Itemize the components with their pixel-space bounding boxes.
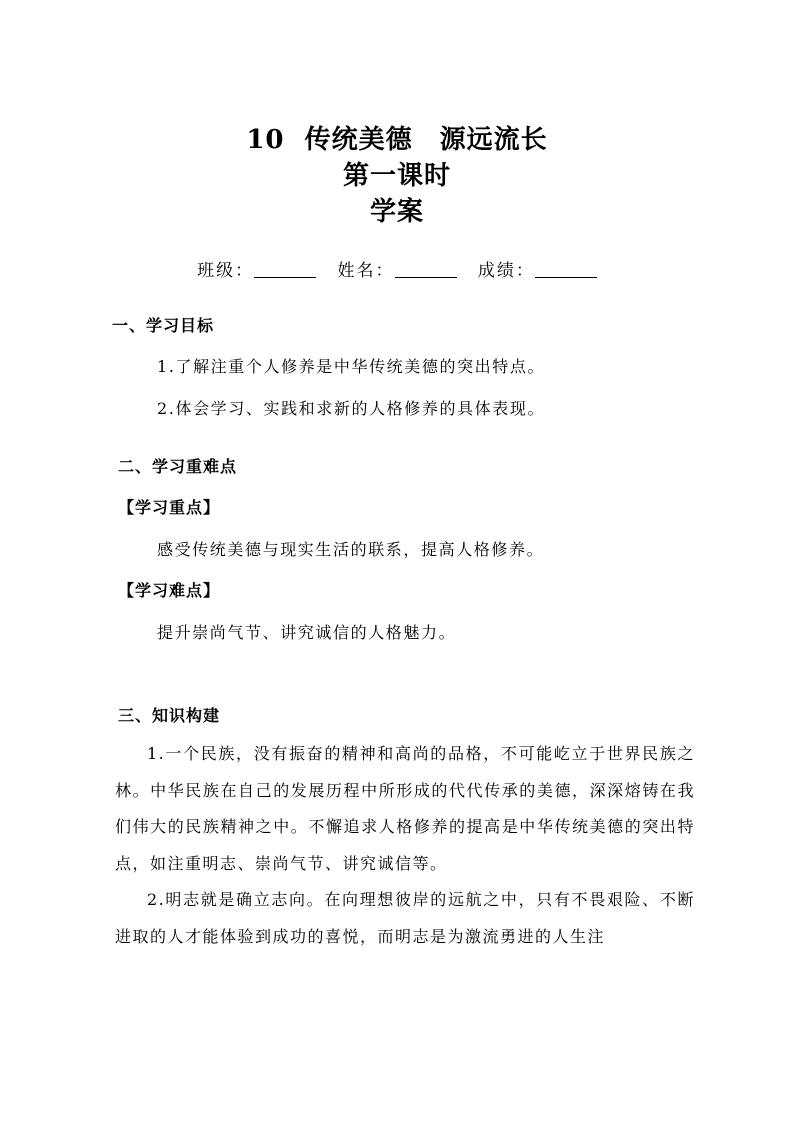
- knowledge-paragraph-1: [115, 736, 695, 882]
- score-label: 成绩：: [477, 261, 535, 281]
- knowledge-paragraph-2-text: 2.明志就是确立志向。在向理想彼岸的远航之中，只有不畏艰险、不断进取的人才能体验到成功的喜悦，而明志是为激流勇进的人生注: [115, 890, 695, 946]
- name-label: 姓名：: [337, 261, 395, 281]
- name-blank: [395, 261, 457, 278]
- difficult-point-label: 【学习难点】: [118, 581, 221, 600]
- knowledge-paragraph-2: [115, 882, 695, 955]
- class-label: 班级：: [197, 261, 255, 281]
- lesson-title: 10 传统美德 源远流长: [246, 125, 548, 155]
- difficult-point-text: 提升崇尚气节、讲究诚信的人格魅力。: [157, 623, 457, 642]
- lesson-period: 第一课时: [342, 161, 451, 191]
- learning-goal-1: 1.了解注重个人修养是中华传统美德的突出特点。: [157, 357, 546, 376]
- section-knowledge-heading: 三、知识构建: [118, 706, 221, 725]
- section-learning-goals-heading: 一、学习目标: [112, 316, 215, 335]
- key-point-label: 【学习重点】: [118, 498, 221, 517]
- student-info-line: [0, 256, 794, 281]
- score-blank: [535, 261, 597, 278]
- learning-goal-2: 2.体会学习、实践和求新的人格修养的具体表现。: [157, 399, 546, 418]
- key-point-text: 感受传统美德与现实生活的联系，提高人格修养。: [157, 540, 545, 559]
- class-blank: [254, 261, 316, 278]
- title-block: [0, 122, 794, 230]
- knowledge-paragraph-1-text: 1.一个民族，没有振奋的精神和高尚的品格，不可能屹立于世界民族之林。中华民族在自己的发展历程中所形成的代代传承的美德，深深熔铸在我们伟大的民族精神之中。不懈追求人格修养的提高是中华传统美德的突出特点，如注重明志、崇尚气节、讲究诚信等。: [115, 744, 695, 873]
- section-key-difficult-heading: 二、学习重难点: [118, 457, 238, 476]
- document-type: 学案: [369, 197, 424, 227]
